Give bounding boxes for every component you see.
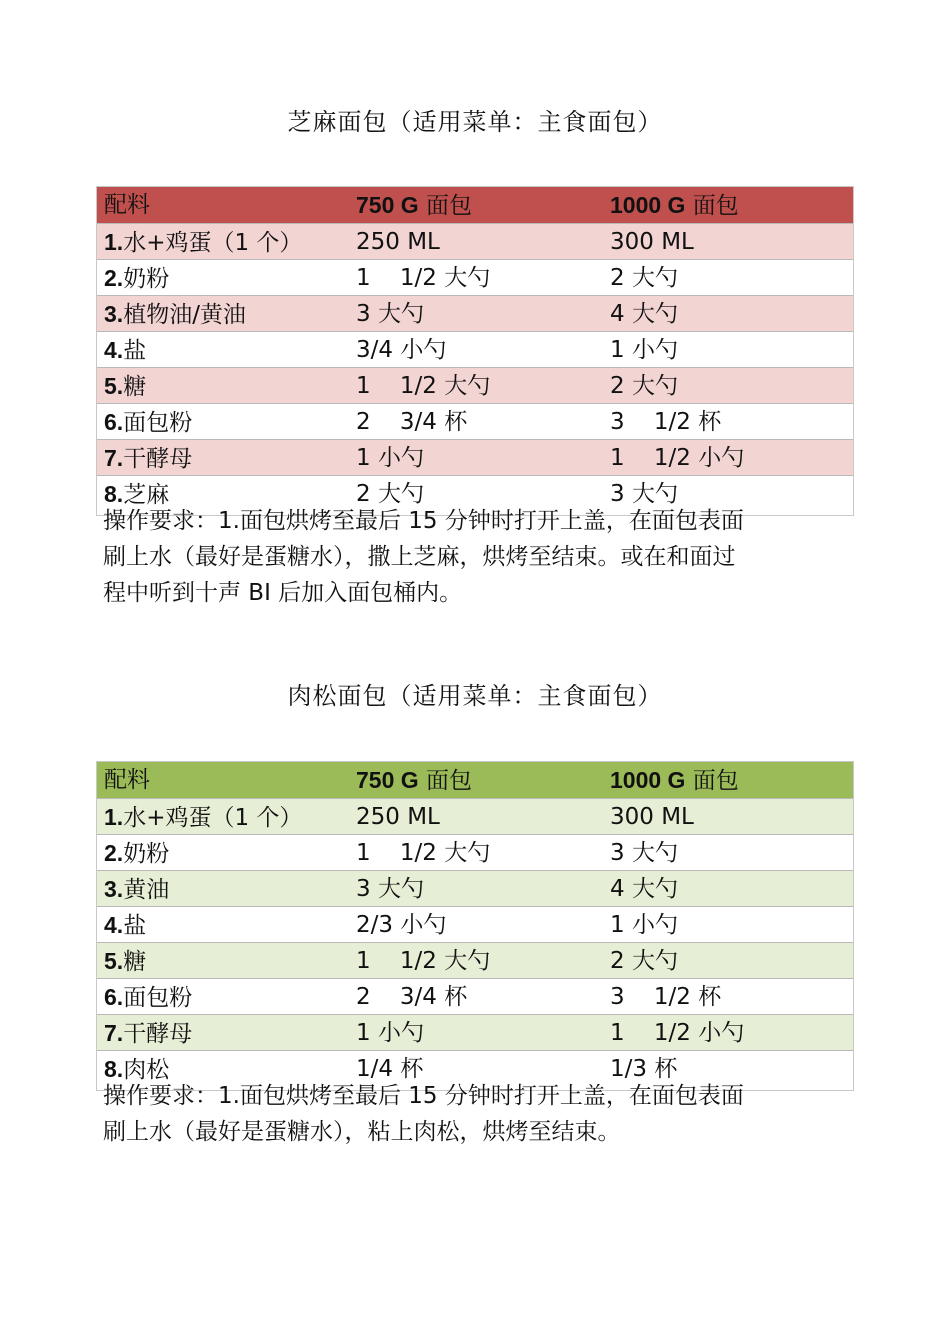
ingredient-name: 8.芝麻 [104, 481, 170, 508]
table-row [97, 906, 853, 942]
notes-line: 刷上水（最好是蛋糖水），粘上肉松，烘烤至结束。 [103, 1119, 621, 1145]
table-row [97, 834, 853, 870]
header-750g: 750 G 面包 [356, 767, 472, 794]
header-ingredient: 配料 [104, 767, 150, 793]
amount-750g: 3 大勺 [356, 301, 424, 327]
ingredient-name: 4.盐 [104, 337, 147, 364]
amount-1000g: 2 大勺 [610, 265, 678, 291]
header-1000g: 1000 G 面包 [610, 767, 739, 794]
amount-1000g: 1/3 杯 [610, 1056, 678, 1082]
header-750g: 750 G 面包 [356, 192, 472, 219]
ingredient-name: 3.植物油/黄油 [104, 301, 246, 328]
ingredient-name: 7.干酵母 [104, 445, 193, 472]
amount-750g: 1 1/2 大勺 [356, 948, 491, 974]
amount-1000g: 1 1/2 小勺 [610, 1020, 745, 1046]
table-row [97, 295, 853, 331]
ingredient-name: 2.奶粉 [104, 840, 170, 867]
table-row [97, 367, 853, 403]
table-row [97, 870, 853, 906]
amount-1000g: 3 1/2 杯 [610, 984, 722, 1010]
amount-1000g: 1 1/2 小勺 [610, 445, 745, 471]
table-header-row [97, 187, 853, 223]
notes-line: 操作要求：1.面包烘烤至最后 15 分钟时打开上盖，在面包表面 [103, 508, 744, 534]
amount-1000g: 2 大勺 [610, 948, 678, 974]
ingredient-name: 5.糖 [104, 373, 147, 400]
ingredient-name: 5.糖 [104, 948, 147, 975]
table-row [97, 798, 853, 834]
amount-750g: 1 1/2 大勺 [356, 373, 491, 399]
recipe-title: 肉松面包（适用菜单：主食面包） [287, 682, 663, 710]
amount-1000g: 1 小勺 [610, 337, 678, 363]
table-row [97, 1014, 853, 1050]
ingredient-name: 1.水+鸡蛋（1 个） [104, 229, 303, 256]
header-ingredient: 配料 [104, 192, 150, 218]
header-1000g: 1000 G 面包 [610, 192, 739, 219]
ingredient-name: 8.肉松 [104, 1056, 170, 1083]
amount-750g: 250 ML [356, 229, 440, 255]
amount-1000g: 4 大勺 [610, 876, 678, 902]
ingredient-name: 2.奶粉 [104, 265, 170, 292]
ingredient-name: 4.盐 [104, 912, 147, 939]
amount-1000g: 2 大勺 [610, 373, 678, 399]
amount-1000g: 300 ML [610, 804, 694, 830]
table-row [97, 259, 853, 295]
operation-notes [103, 1078, 853, 1150]
amount-750g: 2 3/4 杯 [356, 984, 468, 1010]
amount-750g: 1 小勺 [356, 445, 424, 471]
amount-750g: 2 大勺 [356, 481, 424, 507]
ingredient-name: 6.面包粉 [104, 409, 193, 436]
table-row [97, 331, 853, 367]
table-row [97, 942, 853, 978]
table-header-row [97, 762, 853, 798]
ingredient-table [96, 761, 854, 1091]
amount-750g: 2/3 小勺 [356, 912, 447, 938]
amount-1000g: 3 大勺 [610, 840, 678, 866]
amount-750g: 1 1/2 大勺 [356, 265, 491, 291]
ingredient-name: 6.面包粉 [104, 984, 193, 1011]
ingredient-name: 1.水+鸡蛋（1 个） [104, 804, 303, 831]
amount-750g: 1 小勺 [356, 1020, 424, 1046]
amount-750g: 250 ML [356, 804, 440, 830]
amount-1000g: 300 ML [610, 229, 694, 255]
amount-750g: 3/4 小勺 [356, 337, 447, 363]
notes-line: 刷上水（最好是蛋糖水），撒上芝麻，烘烤至结束。或在和面过 [103, 544, 736, 570]
amount-1000g: 4 大勺 [610, 301, 678, 327]
table-row [97, 978, 853, 1014]
notes-line: 程中听到十声 BI 后加入面包桶内。 [103, 580, 463, 606]
amount-1000g: 3 1/2 杯 [610, 409, 722, 435]
amount-750g: 3 大勺 [356, 876, 424, 902]
amount-1000g: 1 小勺 [610, 912, 678, 938]
amount-750g: 1 1/2 大勺 [356, 840, 491, 866]
recipe-title: 芝麻面包（适用菜单：主食面包） [287, 108, 663, 136]
notes-line: 操作要求：1.面包烘烤至最后 15 分钟时打开上盖，在面包表面 [103, 1083, 744, 1109]
table-row [97, 439, 853, 475]
ingredient-table [96, 186, 854, 516]
ingredient-name: 7.干酵母 [104, 1020, 193, 1047]
operation-notes [103, 503, 853, 611]
amount-1000g: 3 大勺 [610, 481, 678, 507]
amount-750g: 1/4 杯 [356, 1056, 424, 1082]
amount-750g: 2 3/4 杯 [356, 409, 468, 435]
table-row [97, 403, 853, 439]
ingredient-name: 3.黄油 [104, 876, 170, 903]
table-row [97, 223, 853, 259]
